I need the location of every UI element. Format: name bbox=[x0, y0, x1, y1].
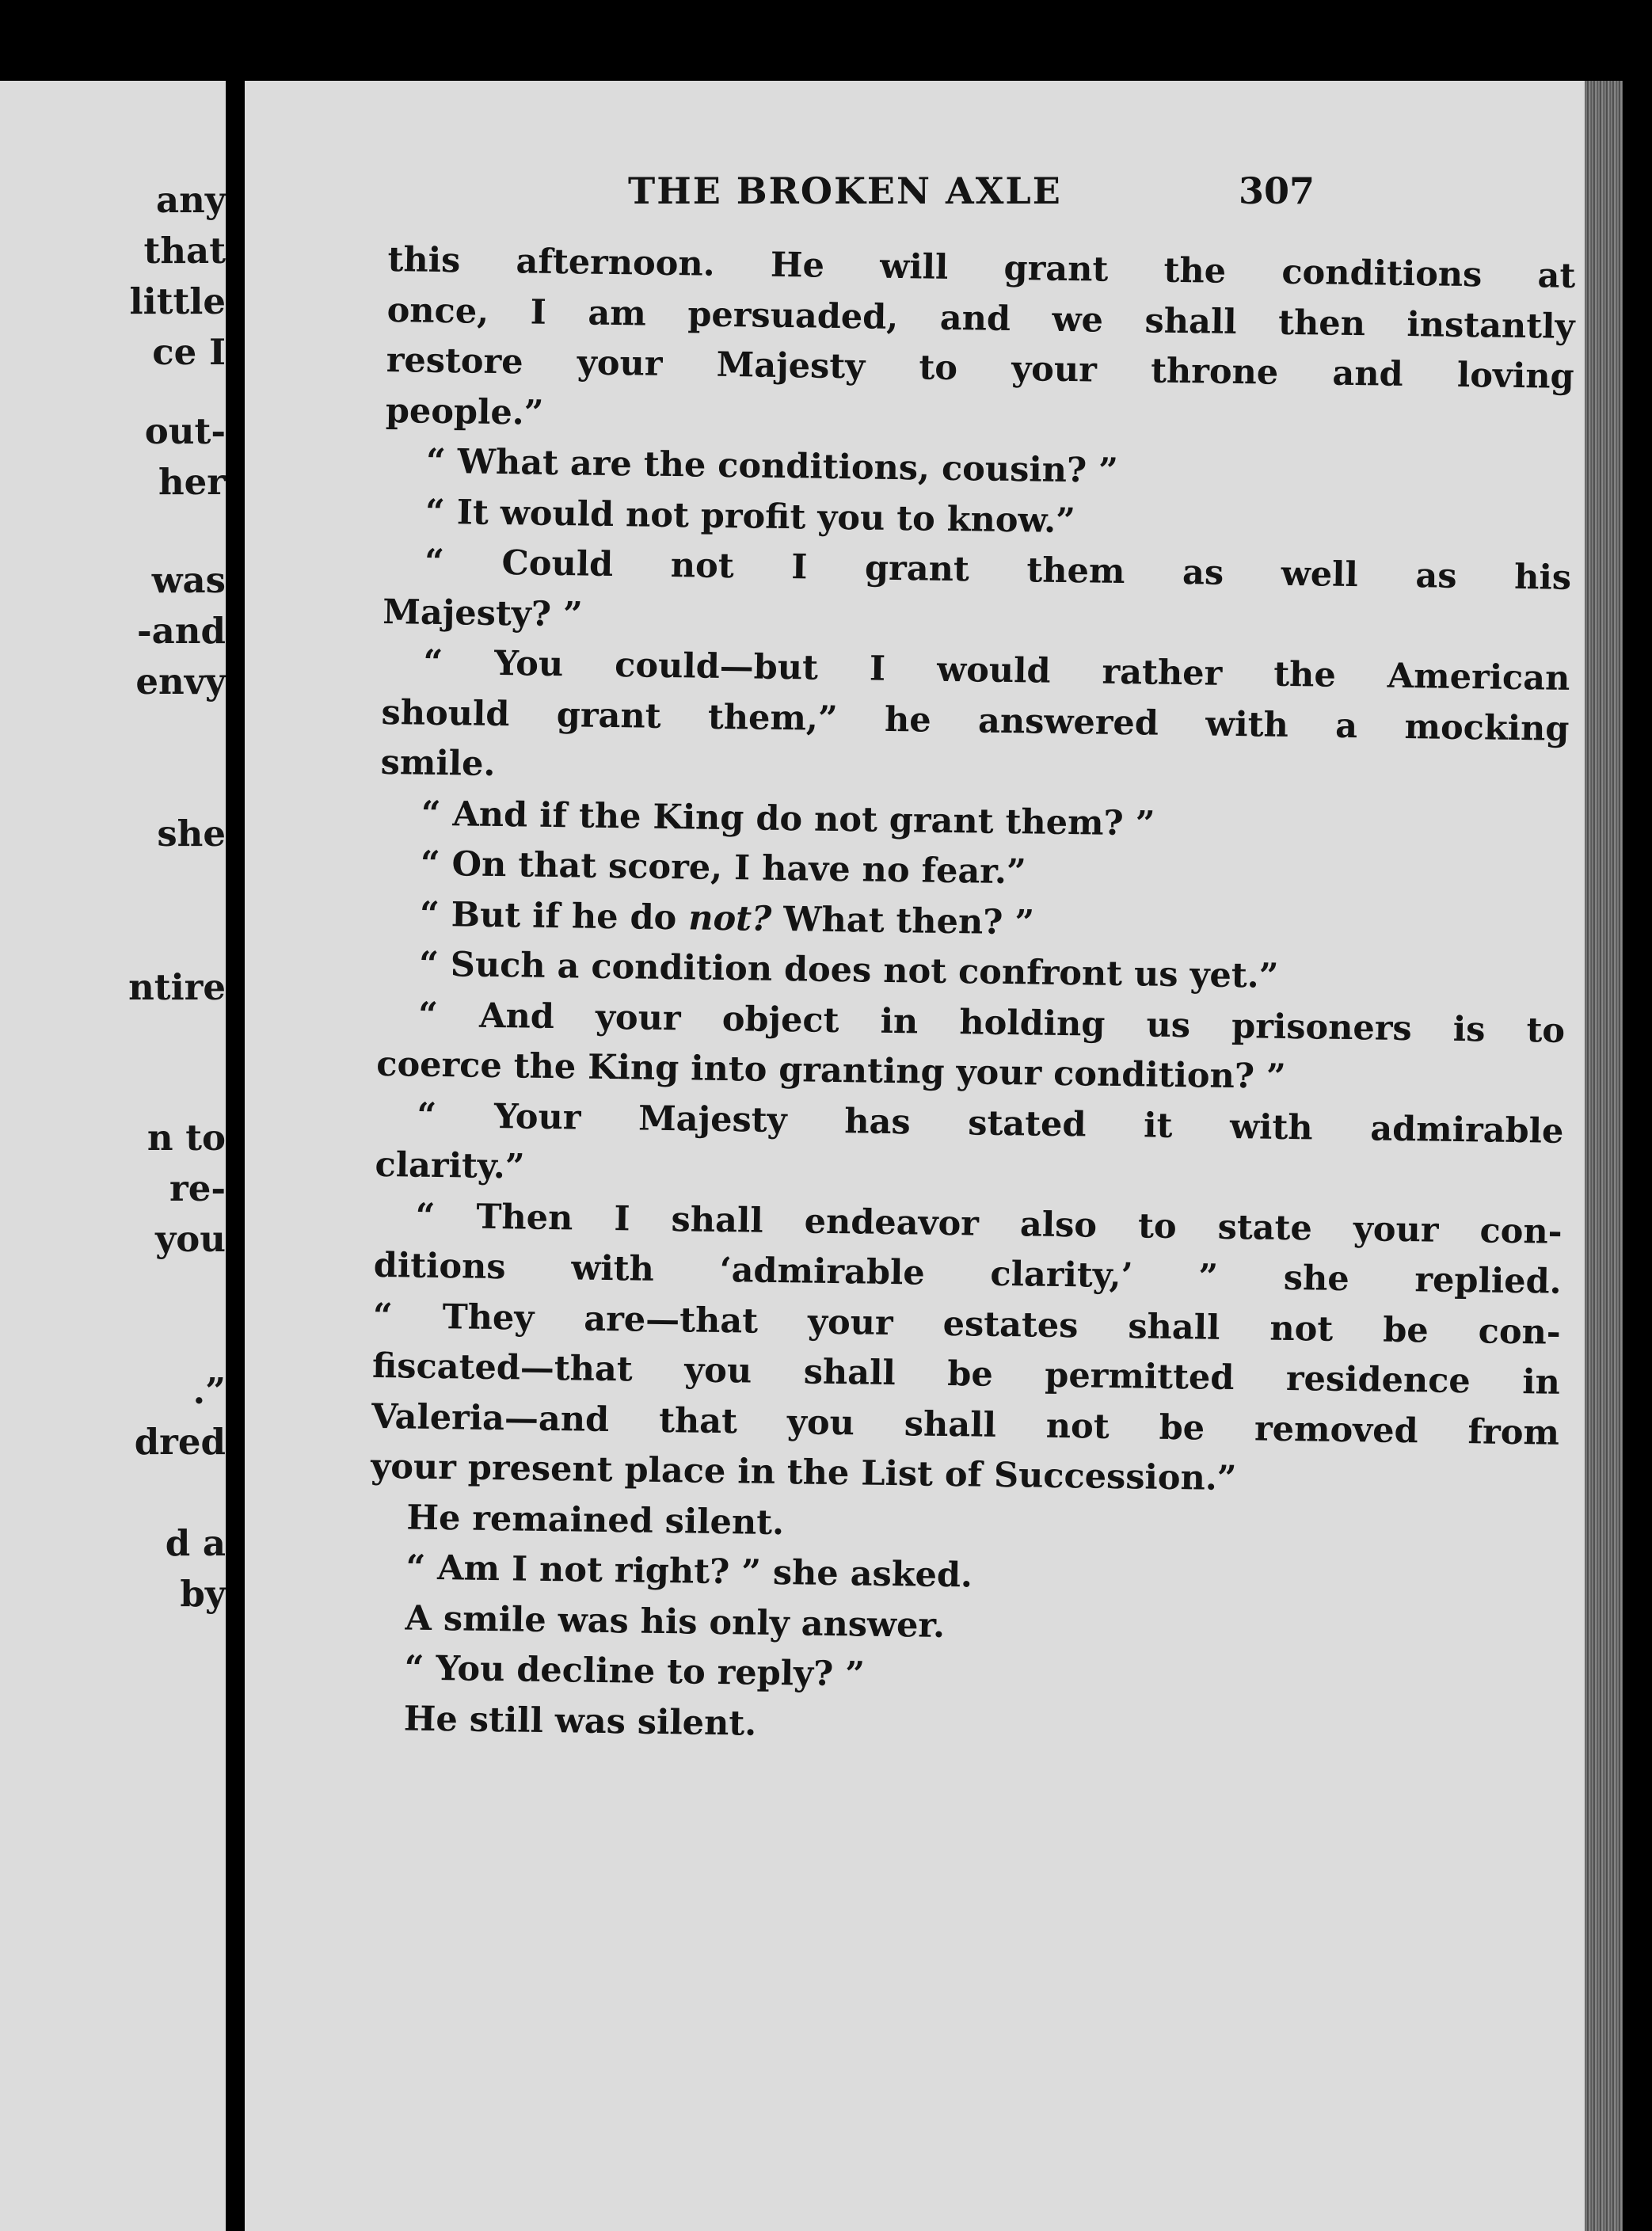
text-line: “ You decline to reply? ” bbox=[404, 1648, 866, 1695]
page-edge bbox=[1585, 81, 1623, 2231]
word: Then bbox=[476, 1197, 573, 1238]
word: endeavor bbox=[804, 1201, 980, 1244]
left-page-fragment: little bbox=[129, 280, 226, 322]
word: Majesty bbox=[638, 1098, 787, 1140]
word: They bbox=[442, 1296, 535, 1338]
word: at bbox=[1537, 256, 1576, 296]
text-line: He still was silent. bbox=[403, 1698, 757, 1744]
page-header bbox=[386, 169, 1315, 217]
left-page bbox=[0, 81, 226, 2231]
word: to bbox=[1526, 1010, 1566, 1051]
text-line: “ What are the conditions, cousin? ” bbox=[425, 441, 1119, 491]
word: And bbox=[478, 996, 555, 1037]
word: your bbox=[595, 997, 681, 1038]
word: shall bbox=[671, 1199, 763, 1241]
word: prisoners bbox=[1231, 1006, 1412, 1049]
word: “ bbox=[423, 642, 443, 683]
word: American bbox=[1387, 656, 1570, 699]
word: grant bbox=[1003, 248, 1109, 290]
word: the bbox=[1273, 654, 1337, 695]
word: as bbox=[1182, 553, 1224, 593]
left-page-fragment: that bbox=[143, 230, 226, 272]
left-page-fragment: d a bbox=[165, 1522, 226, 1564]
left-page-fragment: her bbox=[158, 461, 226, 503]
running-title: THE BROKEN AXLE bbox=[628, 169, 1062, 212]
word: his bbox=[1513, 557, 1572, 598]
text-line: “ On that score, I have no fear.” bbox=[420, 843, 1027, 893]
left-page-fragment: by bbox=[180, 1573, 226, 1615]
word: He bbox=[770, 245, 825, 286]
word: once, bbox=[386, 290, 489, 332]
word: You bbox=[493, 643, 564, 685]
word: is bbox=[1452, 1009, 1486, 1049]
word: a bbox=[1334, 706, 1358, 746]
word: in bbox=[1521, 1362, 1561, 1403]
word: shall bbox=[1144, 300, 1237, 342]
word: with bbox=[1229, 1106, 1313, 1148]
word: to bbox=[1137, 1205, 1177, 1247]
word: well bbox=[1281, 554, 1359, 596]
word: grant bbox=[556, 695, 661, 737]
text-run: What then? ” bbox=[771, 899, 1035, 942]
word: has bbox=[843, 1101, 911, 1142]
word: and bbox=[1332, 353, 1404, 394]
word: rather bbox=[1102, 652, 1223, 694]
text-line: “ Am I not right? ” she asked. bbox=[405, 1548, 973, 1596]
word: she bbox=[1283, 1258, 1350, 1300]
word: holding bbox=[959, 1002, 1106, 1045]
word: stated bbox=[967, 1102, 1087, 1144]
word: then bbox=[1277, 303, 1366, 344]
text-line: “ Such a condition does not confront us yet.” bbox=[418, 944, 1279, 996]
word: clarity,’ bbox=[990, 1254, 1133, 1296]
word: it bbox=[1143, 1105, 1173, 1146]
word: state bbox=[1217, 1207, 1313, 1248]
word: should bbox=[381, 692, 510, 734]
word: not bbox=[1045, 1406, 1110, 1447]
word: “ bbox=[417, 1095, 437, 1136]
word: I bbox=[614, 1198, 630, 1239]
word: your bbox=[1353, 1209, 1439, 1251]
body-text bbox=[367, 235, 1575, 1761]
left-page-fragment: -and bbox=[136, 610, 226, 652]
word: with bbox=[1205, 703, 1289, 745]
left-page-fragment: ce I bbox=[152, 331, 226, 373]
word: will bbox=[879, 246, 949, 287]
text-line: clarity.” bbox=[375, 1144, 525, 1187]
word: your bbox=[577, 343, 663, 384]
left-page-fragment: dred bbox=[134, 1421, 226, 1463]
word: would bbox=[936, 649, 1051, 691]
word: restore bbox=[386, 340, 523, 383]
left-page-fragment: out- bbox=[144, 410, 226, 452]
word: Could bbox=[501, 543, 614, 585]
word: are—that bbox=[583, 1299, 759, 1342]
word: instantly bbox=[1406, 304, 1575, 347]
word: “ bbox=[372, 1296, 394, 1336]
left-page-fragment: re- bbox=[169, 1167, 226, 1209]
word: fiscated—that bbox=[371, 1346, 634, 1390]
word: not bbox=[1269, 1308, 1334, 1350]
book-gutter bbox=[226, 0, 245, 2231]
word: that bbox=[658, 1400, 738, 1441]
word: I bbox=[869, 649, 886, 689]
text-line: coerce the King into granting your condition? ” bbox=[376, 1044, 1287, 1097]
word: be bbox=[1159, 1407, 1205, 1449]
word: Valeria—and bbox=[371, 1396, 610, 1440]
text-line: “ And if the King do not grant them? ” bbox=[421, 794, 1155, 844]
word: con- bbox=[1478, 1311, 1562, 1353]
word: shall bbox=[1128, 1306, 1220, 1348]
word: Your bbox=[493, 1096, 581, 1138]
word: the bbox=[1163, 250, 1227, 291]
emphasis-text: not? bbox=[687, 897, 772, 939]
text-line: Majesty? ” bbox=[383, 592, 584, 634]
word: be bbox=[1382, 1310, 1429, 1350]
word: “ bbox=[417, 995, 439, 1035]
word: could—but bbox=[614, 645, 819, 688]
word: grant bbox=[864, 548, 970, 590]
word: I bbox=[530, 292, 547, 333]
text-line: people.” bbox=[385, 390, 544, 433]
word: answered bbox=[977, 700, 1159, 744]
word: from bbox=[1467, 1411, 1560, 1453]
word: shall bbox=[904, 1403, 997, 1445]
left-page-fragment: ntire bbox=[128, 966, 226, 1008]
text-line: your present place in the List of Succession.” bbox=[370, 1446, 1237, 1499]
word: throne bbox=[1150, 351, 1279, 393]
word: ditions bbox=[373, 1245, 506, 1288]
left-page-fragment: you bbox=[155, 1218, 226, 1260]
left-page-fragment: n to bbox=[147, 1117, 226, 1159]
word: your bbox=[1011, 349, 1098, 390]
word: this bbox=[387, 239, 461, 281]
word: am bbox=[588, 293, 647, 334]
word: we bbox=[1052, 299, 1104, 341]
word: shall bbox=[803, 1352, 896, 1394]
word: not bbox=[670, 546, 734, 587]
text-line: smile. bbox=[380, 742, 496, 784]
word: with bbox=[571, 1248, 655, 1289]
word: ” bbox=[1197, 1257, 1219, 1297]
word: you bbox=[683, 1350, 752, 1392]
word: afternoon. bbox=[516, 242, 715, 284]
text-line: A smile was his only answer. bbox=[405, 1597, 946, 1646]
text-line: He remained silent. bbox=[406, 1497, 785, 1543]
left-page-fragment: she bbox=[157, 813, 226, 855]
word: also bbox=[1019, 1204, 1098, 1246]
text-line: “ It would not profit you to know.” bbox=[424, 492, 1076, 541]
word: “ bbox=[415, 1196, 436, 1236]
word: us bbox=[1146, 1004, 1191, 1045]
text-run: “ But if he do bbox=[419, 894, 689, 938]
left-page-fragment: any bbox=[155, 179, 226, 221]
word: them bbox=[1026, 550, 1125, 592]
word: persuaded, bbox=[687, 294, 899, 337]
word: you bbox=[786, 1402, 855, 1443]
word: as bbox=[1415, 556, 1457, 596]
word: in bbox=[880, 1001, 919, 1041]
word: con- bbox=[1479, 1210, 1563, 1252]
word: “ bbox=[424, 542, 445, 583]
left-page-fragment: .” bbox=[192, 1370, 226, 1412]
word: and bbox=[939, 298, 1011, 339]
word: admirable bbox=[1369, 1108, 1564, 1152]
word: mocking bbox=[1404, 706, 1570, 749]
word: removed bbox=[1254, 1408, 1418, 1451]
word: be bbox=[946, 1354, 994, 1395]
word: object bbox=[721, 999, 839, 1041]
word: I bbox=[790, 547, 808, 588]
word: replied. bbox=[1414, 1260, 1562, 1302]
word: your bbox=[807, 1302, 893, 1343]
word: conditions bbox=[1281, 252, 1483, 295]
word: he bbox=[884, 699, 932, 740]
left-page-fragment: was bbox=[151, 559, 226, 601]
word: permitted bbox=[1044, 1355, 1235, 1399]
word: them,” bbox=[707, 697, 838, 739]
left-page-fragment: envy bbox=[135, 661, 226, 702]
word: Majesty bbox=[716, 345, 866, 387]
word: residence bbox=[1285, 1358, 1471, 1402]
word: loving bbox=[1456, 355, 1574, 397]
page-number: 307 bbox=[1238, 169, 1315, 212]
word: estates bbox=[942, 1304, 1079, 1346]
word: ‘admirable bbox=[719, 1250, 926, 1293]
word: to bbox=[919, 348, 958, 389]
